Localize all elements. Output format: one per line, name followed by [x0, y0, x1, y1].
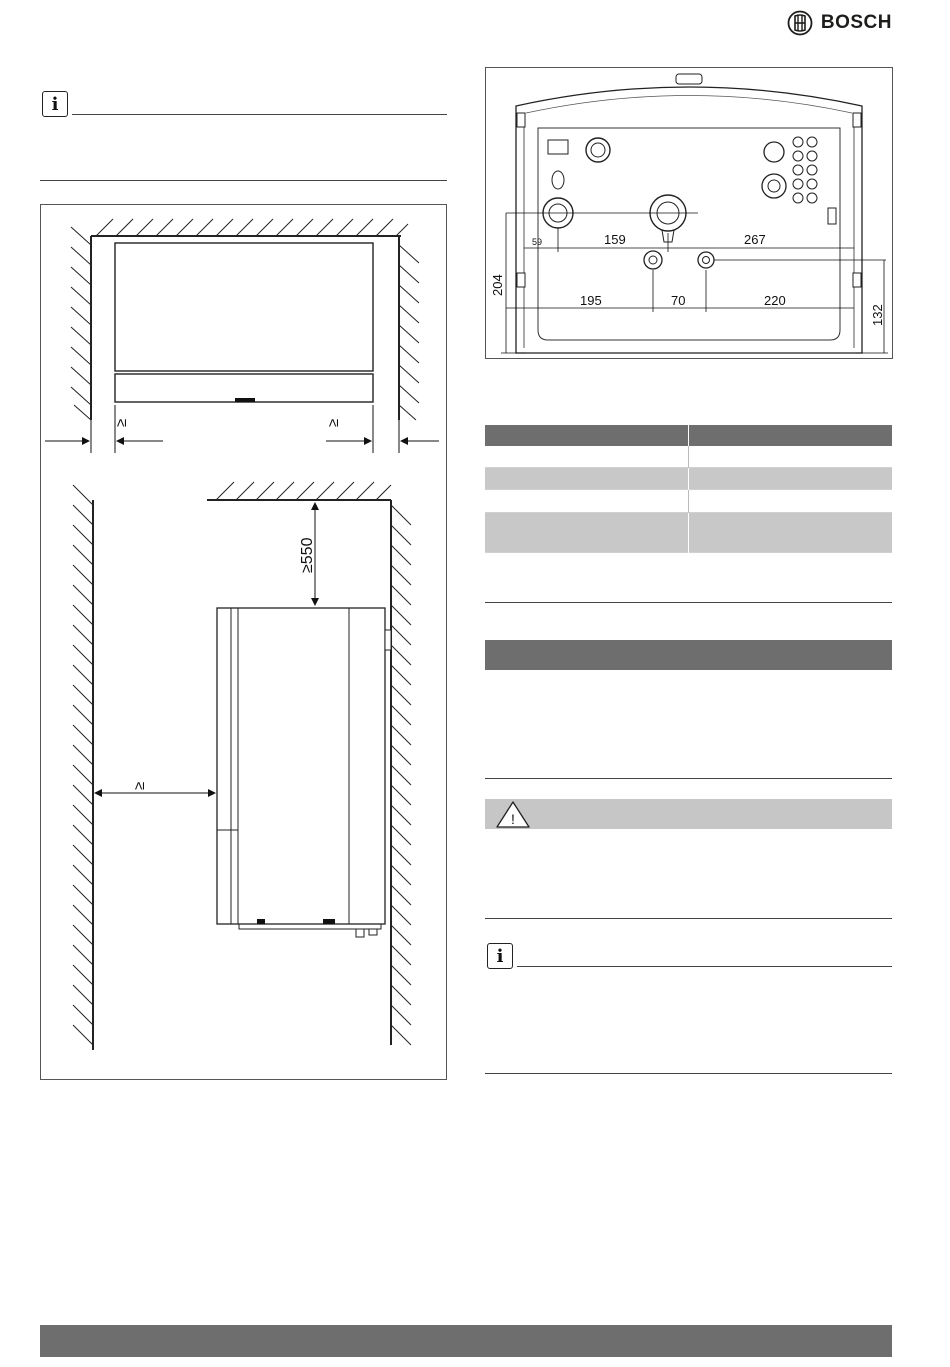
section-heading-bar — [485, 640, 892, 670]
info-rule — [72, 114, 447, 115]
table-header — [485, 425, 892, 446]
dim-70: 70 — [671, 293, 686, 308]
info-icon: i — [487, 943, 513, 969]
section-divider — [485, 918, 892, 919]
spec-table — [485, 425, 892, 553]
connection-figure — [485, 67, 893, 359]
info-icon: i — [42, 91, 68, 117]
dim-267: 267 — [744, 232, 766, 247]
warning-triangle-icon — [493, 799, 533, 829]
dim-59: 59 — [532, 237, 543, 247]
section-divider — [485, 1073, 892, 1074]
top-left-clearance-label: ≥ — [113, 418, 130, 427]
dim-204: 204 — [490, 274, 505, 296]
table-row — [485, 513, 892, 553]
dim-159: 159 — [604, 232, 626, 247]
section-divider — [40, 180, 447, 181]
dim-132: 132 — [870, 304, 885, 326]
section-divider — [485, 778, 892, 779]
top-right-clearance-label: ≥ — [325, 418, 342, 427]
bosch-armature-logo-icon — [787, 10, 813, 36]
warning-symbol: ! — [511, 811, 515, 827]
top-clearance-label: ≥550 — [299, 537, 316, 573]
table-row — [485, 468, 892, 490]
connection-drawing — [486, 68, 892, 358]
table-row — [485, 446, 892, 468]
brand-header — [787, 10, 892, 36]
dim-195: 195 — [580, 293, 602, 308]
front-clearance-label: ≥ — [131, 781, 148, 790]
dim-220: 220 — [764, 293, 786, 308]
section-divider — [485, 602, 892, 603]
clearance-figure — [40, 204, 447, 1080]
info-rule — [517, 966, 892, 967]
warning-bar — [485, 799, 892, 829]
table-row — [485, 490, 892, 513]
footer-bar — [40, 1325, 892, 1357]
clearance-drawing — [41, 205, 446, 1079]
brand-name: BOSCH — [820, 12, 892, 33]
